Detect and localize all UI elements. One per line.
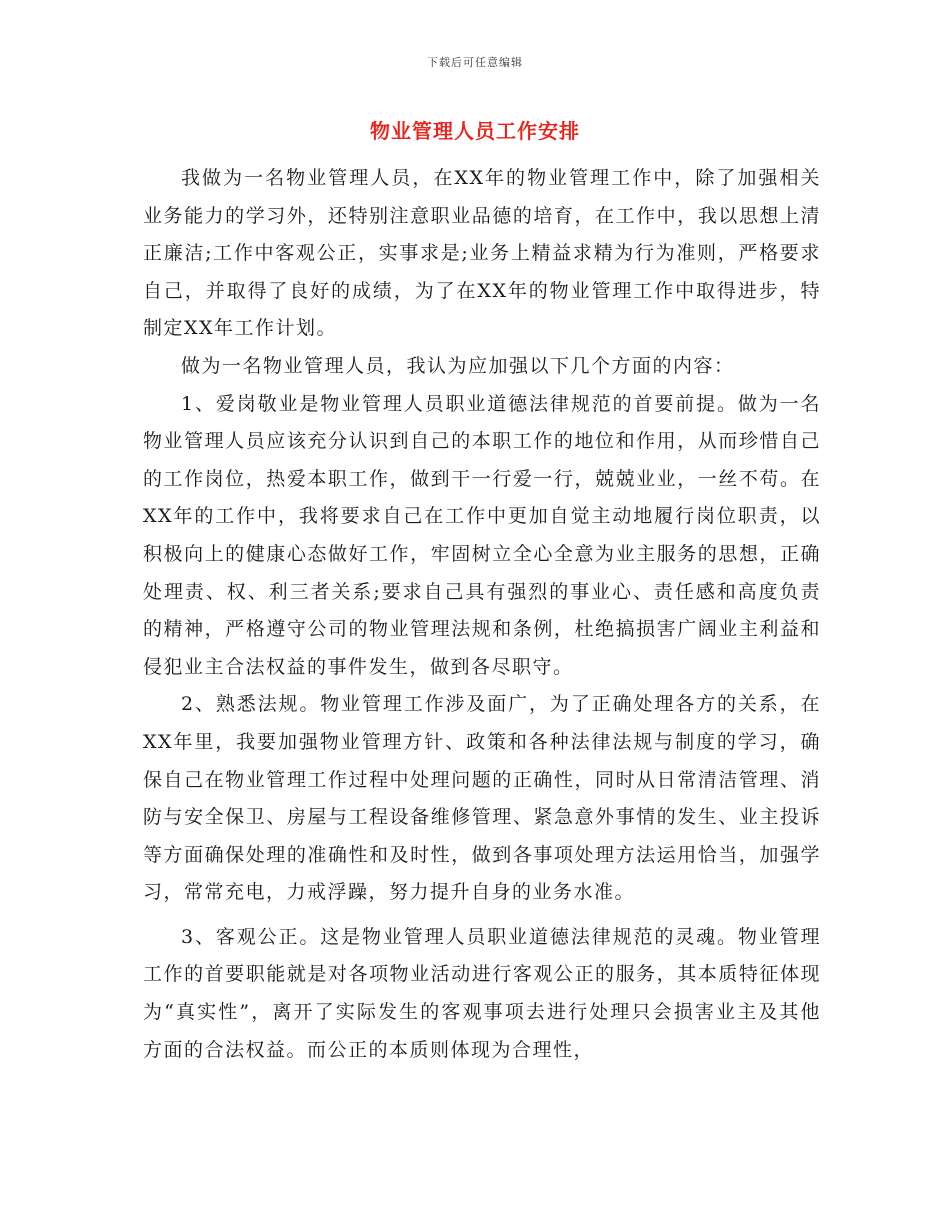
paragraph-point-1: 1、爱岗敬业是物业管理人员职业道德法律规范的首要前提。做为一名物业管理人员应该充分认识到自己的本职工作的地位和作用，从而珍惜自己的工作岗位，热爱本职工作，做到干一行爱一行，兢兢业业，一丝不苟。在XX年的工作中，我将要求自己在工作中更加自觉主动地履行岗位职责，以积极向上的健康心态做好工作，牢固树立全心全意为业主服务的思想，正确处理责、权、利三者关系;要求自己具有强烈的事业心、责任感和高度负责的精神，严格遵守公司的物业管理法规和条例，杜绝搞损害广阔业主利益和侵犯业主合法权益的事件发生，做到各尽职守。: [143, 392, 821, 678]
paragraph-point-2: 2、熟悉法规。物业管理工作涉及面广，为了正确处理各方的关系，在XX年里，我要加强物业管理方针、政策和各种法律法规与制度的学习，确保自己在物业管理工作过程中处理问题的正确性，同时从日常清洁管理、消防与安全保卫、房屋与工程设备维修管理、紧急意外事情的发生、业主投诉等方面确保处理的准确性和及时性，做到各事项处理方法运用恰当，加强学习，常常充电，力戒浮躁，努力提升自身的业务水准。: [143, 693, 821, 904]
document-body: [143, 160, 821, 1069]
document-title: 物业管理人员工作安排: [370, 119, 580, 143]
paragraph-intro: 我做为一名物业管理人员，在XX年的物业管理工作中，除了加强相关业务能力的学习外，还特别注意职业品德的培育，在工作中，我以思想上清正廉洁;工作中客观公正，实事求是;业务上精益求精为行为准则，严格要求自己，并取得了良好的成绩，为了在XX年的物业管理工作中取得进步，特制定XX年工作计划。: [143, 167, 821, 340]
header-note: 下载后可任意编辑: [427, 56, 523, 69]
paragraph-point-3: 3、客观公正。这是物业管理人员职业道德法律规范的灵魂。物业管理工作的首要职能就是对各项物业活动进行客观公正的服务，其本质特征体现为“真实性”，离开了实际发生的客观事项去进行处理只会损害业主及其他方面的合法权益。而公正的本质则体现为合理性，: [143, 925, 821, 1061]
paragraph-lead: 做为一名物业管理人员，我认为应加强以下几个方面的内容：: [181, 354, 735, 377]
